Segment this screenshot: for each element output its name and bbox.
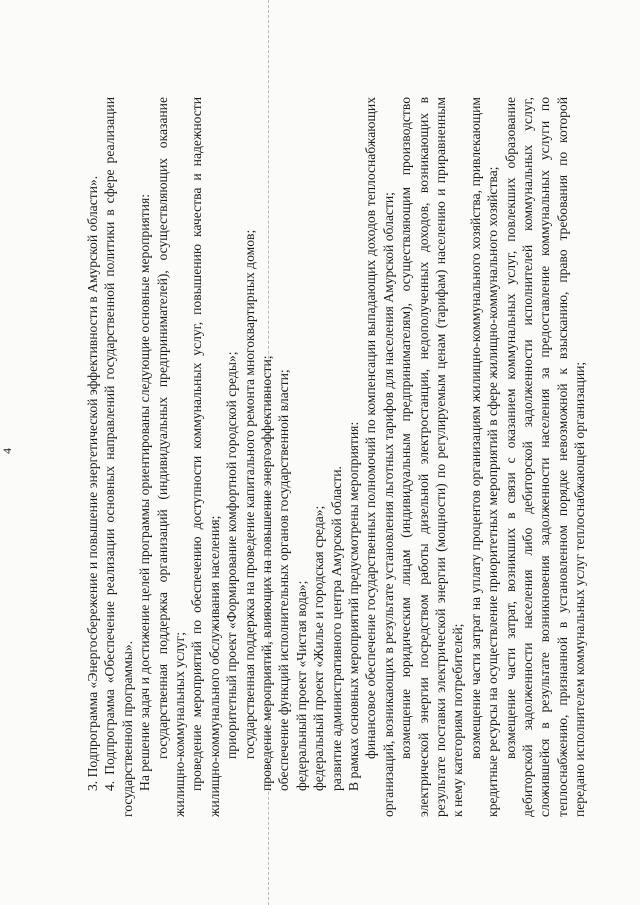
text-line: обеспечение функций исполнительных органов государственной власти; — [276, 369, 292, 791]
text-line: государственная поддержка на проведение капитального ремонта многоквартирных домов; — [241, 229, 257, 759]
text-line: 3. Подпрограмма «Энергосбережение и повышение энергетической эффективности в Амурской области». — [85, 175, 100, 791]
text-line: приоритетный проект «Формирование комфортной городской среды»; — [224, 351, 240, 759]
text-line: развитие административного центра Амурской области. — [328, 466, 344, 791]
text-line: электрической энергии посредством работы дизельной электростанции, недополученных доходов, возникающих в — [415, 97, 431, 817]
text-line: жилищно-коммунальных услуг; — [172, 631, 187, 817]
text-line: государственная поддержка организаций (индивидуальных предпринимателей), осуществляющих оказание — [154, 97, 170, 759]
text-line: организаций, возникающих в результате установления льготных тарифов для населения Амурской области; — [380, 192, 396, 817]
text-line: федеральный проект «Чистая вода»; — [293, 580, 309, 791]
text-line: проведение мероприятий, влияющих на повышение энергоэффективности; — [259, 355, 274, 791]
text-line: проведение мероприятий по обеспечению доступности коммунальных услуг, повышению качества и надежности — [189, 97, 205, 791]
page-number: 4 — [0, 448, 14, 454]
text-line: возмещение части затрат на уплату процентов организациям жилищно-коммунального хозяйства, привлекающим — [467, 97, 483, 759]
text-line: жилищно-коммунального обслуживания населения; — [206, 515, 222, 817]
text-line: возмещение юридическим лицам (индивидуальным предпринимателям), осуществляющим производство — [398, 97, 414, 759]
text-line: к нему категориям потребителей; — [450, 623, 466, 817]
text-line: передано исполнителем коммунальных услуг теплоснабжающей организации; — [572, 361, 588, 817]
text-line: возмещение части затрат, возникших в связи с оказанием коммунальных услуг, повлекших образование — [502, 97, 518, 759]
text-line: На решение задач и достижение целей программы ориентированы следующие основные мероприятия: — [137, 194, 153, 791]
text-line: В рамках основных мероприятий предусмотрены мероприятия: — [346, 421, 361, 791]
text-line: сложившейся в результате возникновения задолженности населения за предоставление коммунальных услуги по — [537, 97, 553, 817]
text-line: результате поставки электрической энергии (мощности) по регулируемым ценам (тарифам) населению и приравненным — [433, 97, 448, 817]
text-line: дебиторской задолженности населения либо дебиторской задолженности исполнителей коммунальных услуг, — [520, 97, 535, 817]
text-line: теплоснабжению, признанной в установленном порядке невозможной к взысканию, право требования по которой — [554, 97, 570, 817]
text-line: 4. Подпрограмма «Обеспечение реализации основных направлений государственной политики в сфере реализации — [102, 97, 118, 791]
text-line: государственной программы». — [119, 640, 135, 817]
text-line: финансовое обеспечение государственных полномочий по компенсации выпадающих доходов теплоснабжающих — [363, 97, 379, 759]
text-line: кредитные ресурсы на осуществление приоритетных мероприятий в сфере жилищно-коммунального хозяйства; — [485, 166, 501, 817]
text-line: федеральный проект «Жилье и городская среда»; — [311, 505, 327, 791]
